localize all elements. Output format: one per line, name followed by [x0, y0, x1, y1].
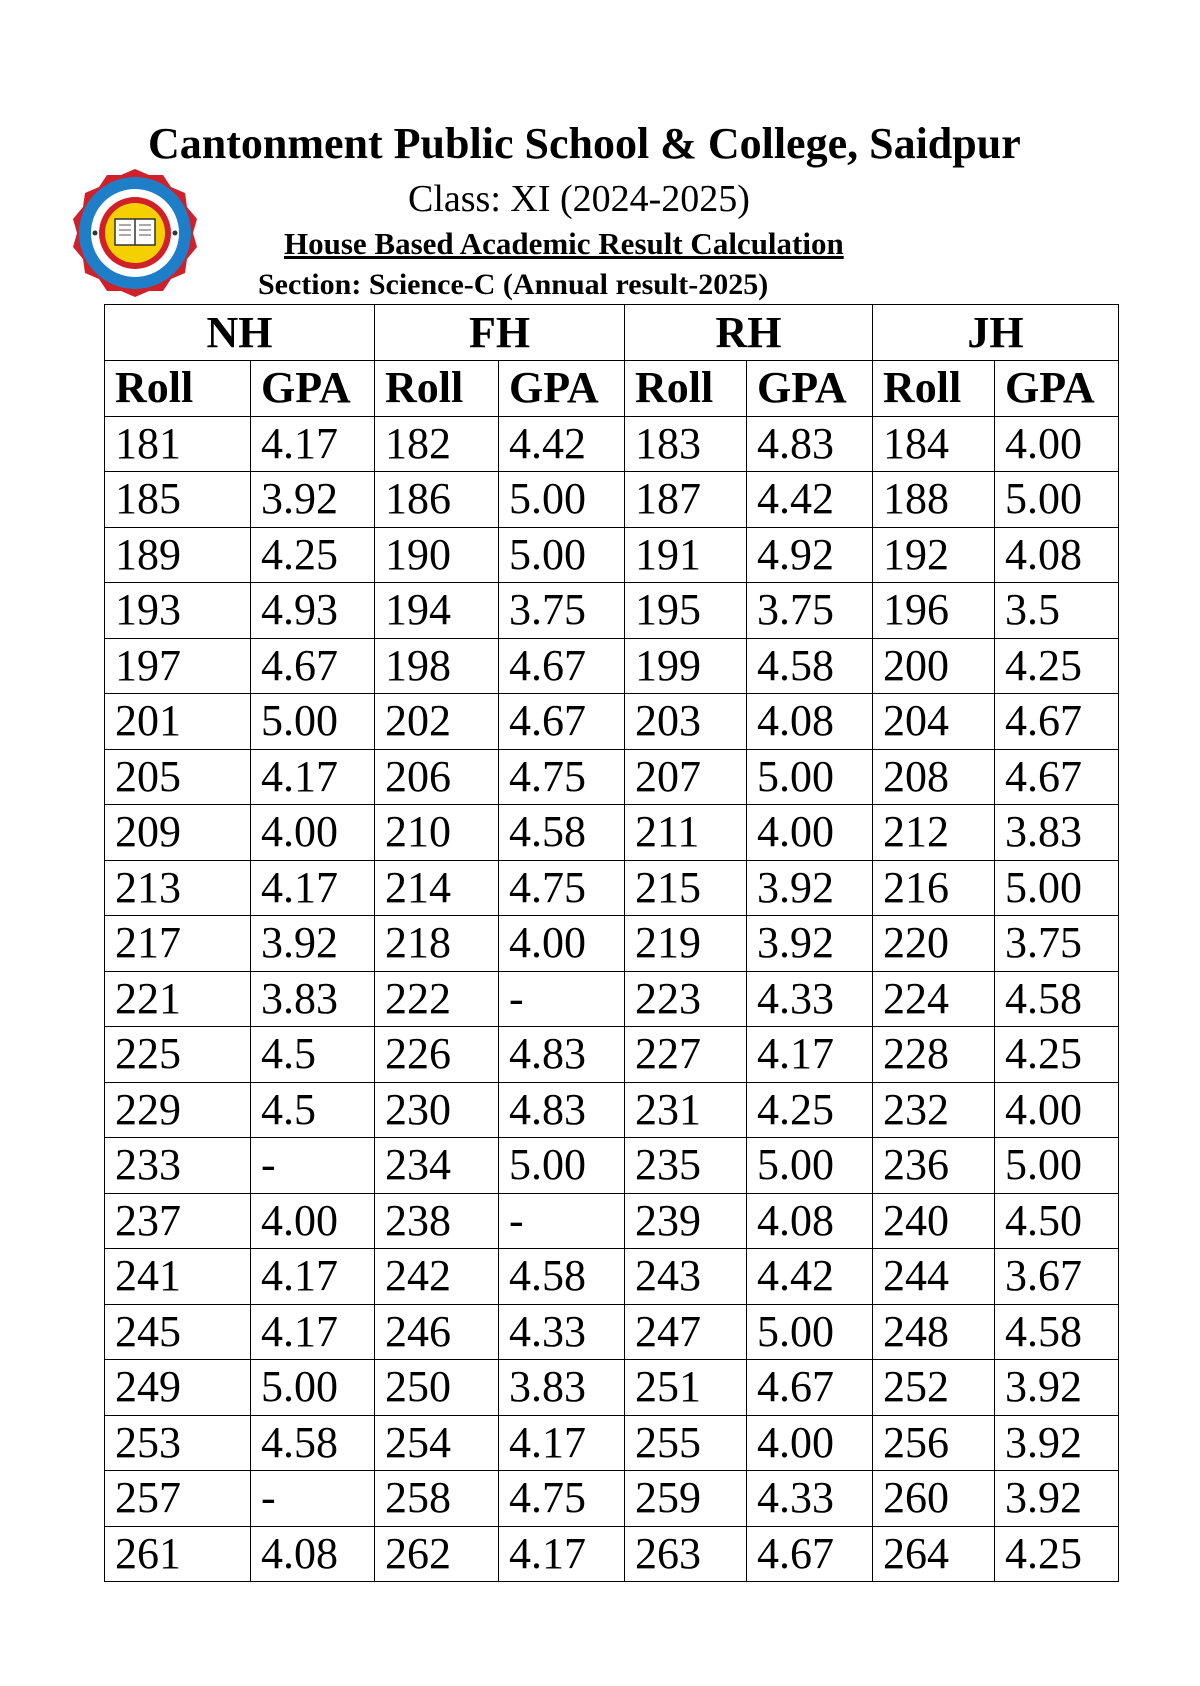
table-row [105, 1304, 1119, 1360]
gpa-cell: 3.92 [995, 1360, 1119, 1416]
gpa-cell: 3.75 [747, 583, 873, 639]
roll-cell: 221 [105, 971, 251, 1027]
gpa-cell: 4.58 [499, 1249, 625, 1305]
roll-cell: 200 [873, 638, 995, 694]
roll-cell: 244 [873, 1249, 995, 1305]
gpa-cell: 4.42 [747, 472, 873, 528]
house-header: RH [625, 305, 873, 361]
gpa-cell: - [499, 1193, 625, 1249]
gpa-cell: 4.58 [499, 805, 625, 861]
roll-cell: 227 [625, 1027, 747, 1083]
roll-cell: 189 [105, 527, 251, 583]
roll-cell: 225 [105, 1027, 251, 1083]
roll-cell: 202 [375, 694, 499, 750]
table-row [105, 638, 1119, 694]
gpa-cell: 4.00 [251, 805, 375, 861]
roll-cell: 253 [105, 1415, 251, 1471]
gpa-cell: 4.00 [747, 805, 873, 861]
roll-cell: 263 [625, 1526, 747, 1582]
roll-cell: 264 [873, 1526, 995, 1582]
gpa-cell: 4.83 [499, 1027, 625, 1083]
roll-cell: 258 [375, 1471, 499, 1527]
gpa-cell: 3.75 [995, 916, 1119, 972]
table-row [105, 971, 1119, 1027]
roll-cell: 207 [625, 749, 747, 805]
roll-cell: 184 [873, 416, 995, 472]
gpa-cell: 4.25 [747, 1082, 873, 1138]
roll-cell: 208 [873, 749, 995, 805]
roll-cell: 257 [105, 1471, 251, 1527]
results-table [104, 304, 1119, 1582]
roll-cell: 238 [375, 1193, 499, 1249]
gpa-cell: 4.67 [747, 1526, 873, 1582]
roll-cell: 197 [105, 638, 251, 694]
column-header: Roll [873, 361, 995, 417]
gpa-cell: 4.25 [995, 1027, 1119, 1083]
gpa-cell: 4.5 [251, 1027, 375, 1083]
roll-cell: 183 [625, 416, 747, 472]
roll-cell: 222 [375, 971, 499, 1027]
gpa-cell: 3.92 [747, 916, 873, 972]
section-line: Section: Science-C (Annual result-2025) [258, 268, 769, 301]
roll-cell: 233 [105, 1138, 251, 1194]
gpa-cell: 5.00 [251, 694, 375, 750]
gpa-cell: 3.92 [995, 1471, 1119, 1527]
roll-cell: 190 [375, 527, 499, 583]
table-row [105, 472, 1119, 528]
gpa-cell: 4.75 [499, 749, 625, 805]
gpa-cell: 4.58 [995, 1304, 1119, 1360]
gpa-cell: - [499, 971, 625, 1027]
column-header: Roll [105, 361, 251, 417]
roll-cell: 224 [873, 971, 995, 1027]
gpa-cell: 4.17 [499, 1415, 625, 1471]
roll-cell: 248 [873, 1304, 995, 1360]
house-header: JH [873, 305, 1119, 361]
roll-cell: 236 [873, 1138, 995, 1194]
gpa-cell: 4.75 [499, 1471, 625, 1527]
gpa-cell: 5.00 [251, 1360, 375, 1416]
school-name: Cantonment Public School & College, Saidpur [148, 119, 1021, 168]
gpa-cell: 4.67 [995, 749, 1119, 805]
gpa-cell: 4.93 [251, 583, 375, 639]
gpa-cell: 4.25 [251, 527, 375, 583]
roll-cell: 243 [625, 1249, 747, 1305]
roll-cell: 260 [873, 1471, 995, 1527]
gpa-cell: 5.00 [499, 527, 625, 583]
roll-cell: 231 [625, 1082, 747, 1138]
gpa-cell: 4.33 [499, 1304, 625, 1360]
column-header: GPA [251, 361, 375, 417]
roll-cell: 254 [375, 1415, 499, 1471]
roll-cell: 237 [105, 1193, 251, 1249]
gpa-cell: 5.00 [747, 749, 873, 805]
table-row [105, 694, 1119, 750]
roll-cell: 209 [105, 805, 251, 861]
gpa-cell: 4.17 [251, 1249, 375, 1305]
gpa-cell: 4.83 [499, 1082, 625, 1138]
gpa-cell: 4.25 [995, 1526, 1119, 1582]
gpa-cell: 4.08 [747, 1193, 873, 1249]
gpa-cell: 4.58 [747, 638, 873, 694]
roll-cell: 188 [873, 472, 995, 528]
roll-cell: 240 [873, 1193, 995, 1249]
roll-cell: 262 [375, 1526, 499, 1582]
roll-cell: 205 [105, 749, 251, 805]
gpa-cell: 4.17 [251, 860, 375, 916]
roll-cell: 226 [375, 1027, 499, 1083]
gpa-cell: 5.00 [995, 1138, 1119, 1194]
roll-cell: 194 [375, 583, 499, 639]
gpa-cell: 4.00 [995, 1082, 1119, 1138]
house-header: NH [105, 305, 375, 361]
roll-cell: 246 [375, 1304, 499, 1360]
column-header: Roll [625, 361, 747, 417]
gpa-cell: 4.33 [747, 1471, 873, 1527]
roll-cell: 182 [375, 416, 499, 472]
roll-cell: 195 [625, 583, 747, 639]
table-row [105, 1082, 1119, 1138]
gpa-cell: 3.83 [251, 971, 375, 1027]
gpa-cell: 5.00 [499, 472, 625, 528]
roll-cell: 212 [873, 805, 995, 861]
roll-cell: 241 [105, 1249, 251, 1305]
roll-cell: 259 [625, 1471, 747, 1527]
roll-cell: 203 [625, 694, 747, 750]
roll-cell: 256 [873, 1415, 995, 1471]
gpa-cell: 3.92 [995, 1415, 1119, 1471]
gpa-cell: 3.83 [499, 1360, 625, 1416]
roll-cell: 239 [625, 1193, 747, 1249]
gpa-cell: 4.25 [995, 638, 1119, 694]
column-header-row [105, 361, 1119, 417]
gpa-cell: 4.08 [995, 527, 1119, 583]
gpa-cell: 4.08 [251, 1526, 375, 1582]
roll-cell: 217 [105, 916, 251, 972]
roll-cell: 210 [375, 805, 499, 861]
roll-cell: 251 [625, 1360, 747, 1416]
roll-cell: 204 [873, 694, 995, 750]
gpa-cell: 5.00 [995, 472, 1119, 528]
gpa-cell: 4.67 [499, 694, 625, 750]
gpa-cell: 4.58 [251, 1415, 375, 1471]
gpa-cell: 4.17 [251, 749, 375, 805]
gpa-cell: 4.67 [499, 638, 625, 694]
roll-cell: 185 [105, 472, 251, 528]
roll-cell: 215 [625, 860, 747, 916]
roll-cell: 223 [625, 971, 747, 1027]
gpa-cell: - [251, 1138, 375, 1194]
roll-cell: 199 [625, 638, 747, 694]
table-row [105, 1138, 1119, 1194]
gpa-cell: 5.00 [747, 1304, 873, 1360]
roll-cell: 187 [625, 472, 747, 528]
gpa-cell: 4.17 [499, 1526, 625, 1582]
table-row [105, 1415, 1119, 1471]
gpa-cell: 4.67 [995, 694, 1119, 750]
roll-cell: 193 [105, 583, 251, 639]
column-header: Roll [375, 361, 499, 417]
gpa-cell: 5.00 [499, 1138, 625, 1194]
roll-cell: 216 [873, 860, 995, 916]
gpa-cell: 3.5 [995, 583, 1119, 639]
roll-cell: 229 [105, 1082, 251, 1138]
gpa-cell: 4.08 [747, 694, 873, 750]
table-row [105, 583, 1119, 639]
document-heading: House Based Academic Result Calculation [284, 226, 844, 261]
table-row [105, 416, 1119, 472]
gpa-cell: - [251, 1471, 375, 1527]
gpa-cell: 4.42 [747, 1249, 873, 1305]
gpa-cell: 3.92 [747, 860, 873, 916]
school-seal-icon [70, 165, 200, 305]
table-row [105, 1360, 1119, 1416]
roll-cell: 220 [873, 916, 995, 972]
roll-cell: 201 [105, 694, 251, 750]
roll-cell: 252 [873, 1360, 995, 1416]
table-row [105, 1471, 1119, 1527]
roll-cell: 214 [375, 860, 499, 916]
roll-cell: 232 [873, 1082, 995, 1138]
gpa-cell: 4.00 [995, 416, 1119, 472]
gpa-cell: 4.42 [499, 416, 625, 472]
roll-cell: 211 [625, 805, 747, 861]
roll-cell: 242 [375, 1249, 499, 1305]
roll-cell: 196 [873, 583, 995, 639]
gpa-cell: 3.75 [499, 583, 625, 639]
class-line: Class: XI (2024-2025) [408, 178, 750, 220]
roll-cell: 234 [375, 1138, 499, 1194]
house-header: FH [375, 305, 625, 361]
gpa-cell: 4.00 [747, 1415, 873, 1471]
table-row [105, 916, 1119, 972]
gpa-cell: 4.58 [995, 971, 1119, 1027]
gpa-cell: 4.00 [499, 916, 625, 972]
gpa-cell: 4.92 [747, 527, 873, 583]
roll-cell: 250 [375, 1360, 499, 1416]
gpa-cell: 5.00 [747, 1138, 873, 1194]
table-row [105, 1193, 1119, 1249]
roll-cell: 249 [105, 1360, 251, 1416]
roll-cell: 192 [873, 527, 995, 583]
roll-cell: 213 [105, 860, 251, 916]
gpa-cell: 4.5 [251, 1082, 375, 1138]
gpa-cell: 4.17 [251, 416, 375, 472]
roll-cell: 261 [105, 1526, 251, 1582]
roll-cell: 230 [375, 1082, 499, 1138]
gpa-cell: 4.83 [747, 416, 873, 472]
roll-cell: 235 [625, 1138, 747, 1194]
table-row [105, 749, 1119, 805]
gpa-cell: 3.83 [995, 805, 1119, 861]
roll-cell: 181 [105, 416, 251, 472]
roll-cell: 247 [625, 1304, 747, 1360]
roll-cell: 191 [625, 527, 747, 583]
roll-cell: 255 [625, 1415, 747, 1471]
gpa-cell: 4.75 [499, 860, 625, 916]
gpa-cell: 5.00 [995, 860, 1119, 916]
gpa-cell: 4.50 [995, 1193, 1119, 1249]
gpa-cell: 3.92 [251, 472, 375, 528]
gpa-cell: 4.17 [251, 1304, 375, 1360]
table-row [105, 1526, 1119, 1582]
table-row [105, 1027, 1119, 1083]
gpa-cell: 4.67 [251, 638, 375, 694]
gpa-cell: 3.92 [251, 916, 375, 972]
table-row [105, 1249, 1119, 1305]
table-row [105, 527, 1119, 583]
gpa-cell: 4.00 [251, 1193, 375, 1249]
school-logo [70, 165, 200, 305]
gpa-cell: 3.67 [995, 1249, 1119, 1305]
gpa-cell: 4.67 [747, 1360, 873, 1416]
table-row [105, 860, 1119, 916]
house-header-row [105, 305, 1119, 361]
column-header: GPA [747, 361, 873, 417]
roll-cell: 228 [873, 1027, 995, 1083]
column-header: GPA [995, 361, 1119, 417]
roll-cell: 206 [375, 749, 499, 805]
column-header: GPA [499, 361, 625, 417]
roll-cell: 219 [625, 916, 747, 972]
roll-cell: 218 [375, 916, 499, 972]
roll-cell: 186 [375, 472, 499, 528]
roll-cell: 245 [105, 1304, 251, 1360]
gpa-cell: 4.17 [747, 1027, 873, 1083]
roll-cell: 198 [375, 638, 499, 694]
gpa-cell: 4.33 [747, 971, 873, 1027]
table-row [105, 805, 1119, 861]
